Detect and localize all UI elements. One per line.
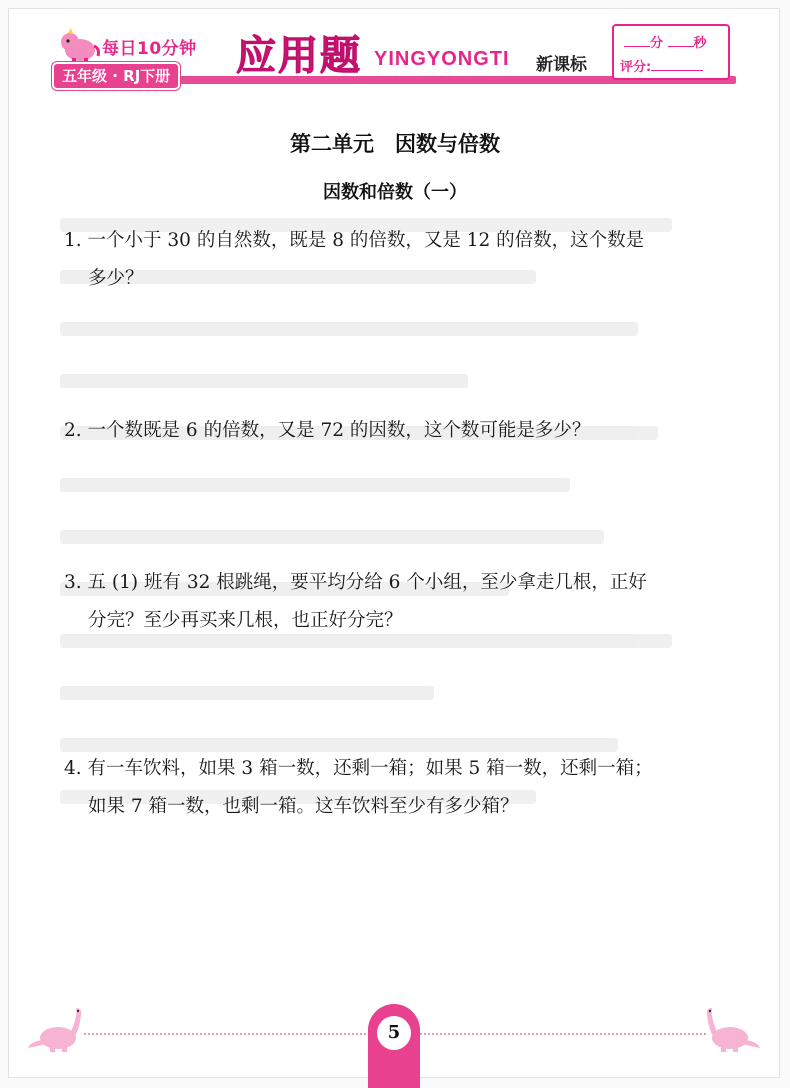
unit-title: 第二单元 因数与倍数: [290, 132, 500, 156]
dinosaur-left-icon: [26, 1004, 86, 1054]
second-label: 秒: [693, 36, 707, 51]
score-label: 评分:: [620, 60, 652, 75]
time-row: [624, 32, 707, 51]
page-number: 5: [377, 1016, 411, 1050]
score-row: [620, 56, 703, 75]
question-4-line-1: 4. 有一车饮料，如果 3 箱一数，还剩一箱；如果 5 箱一数，还剩一箱；: [64, 758, 653, 779]
unicorn-mascot-icon: [58, 28, 100, 66]
minute-blank: [624, 34, 650, 47]
book-title-pinyin: YINGYONGTI: [374, 48, 510, 70]
question-3: [64, 564, 728, 640]
book-title: 应用题: [236, 33, 362, 79]
question-1-line-2: 多少？: [88, 268, 144, 289]
page-header: [52, 22, 736, 92]
question-4-line-2: 如果 7 箱一数，也剩一箱。这车饮料至少有多少箱？: [88, 796, 519, 817]
score-blank: [651, 58, 703, 71]
question-1: [64, 222, 728, 298]
minute-label: 分: [650, 36, 664, 51]
score-box: [612, 24, 730, 80]
curriculum-label: 新课标: [536, 55, 587, 75]
question-4: [64, 750, 728, 826]
question-3-line-1: 3. 五 (1) 班有 32 根跳绳，要平均分给 6 个小组，至少拿走几根，正好: [64, 572, 647, 593]
grade-badge: 五年级 · RJ下册: [52, 62, 180, 90]
brand-title: 每日10分钟: [102, 39, 197, 59]
section-title: 因数和倍数（一）: [323, 182, 467, 203]
question-2-line-1: 2. 一个数既是 6 的倍数，又是 72 的因数，这个数可能是多少？: [64, 420, 591, 441]
second-blank: [668, 34, 694, 47]
question-1-line-1: 1. 一个小于 30 的自然数，既是 8 的倍数，又是 12 的倍数，这个数是: [64, 230, 645, 251]
question-3-line-2: 分完？至少再买来几根，也正好分完？: [88, 610, 403, 631]
dinosaur-right-icon: [702, 1004, 762, 1054]
page: [8, 8, 780, 1078]
question-2: [64, 412, 728, 450]
